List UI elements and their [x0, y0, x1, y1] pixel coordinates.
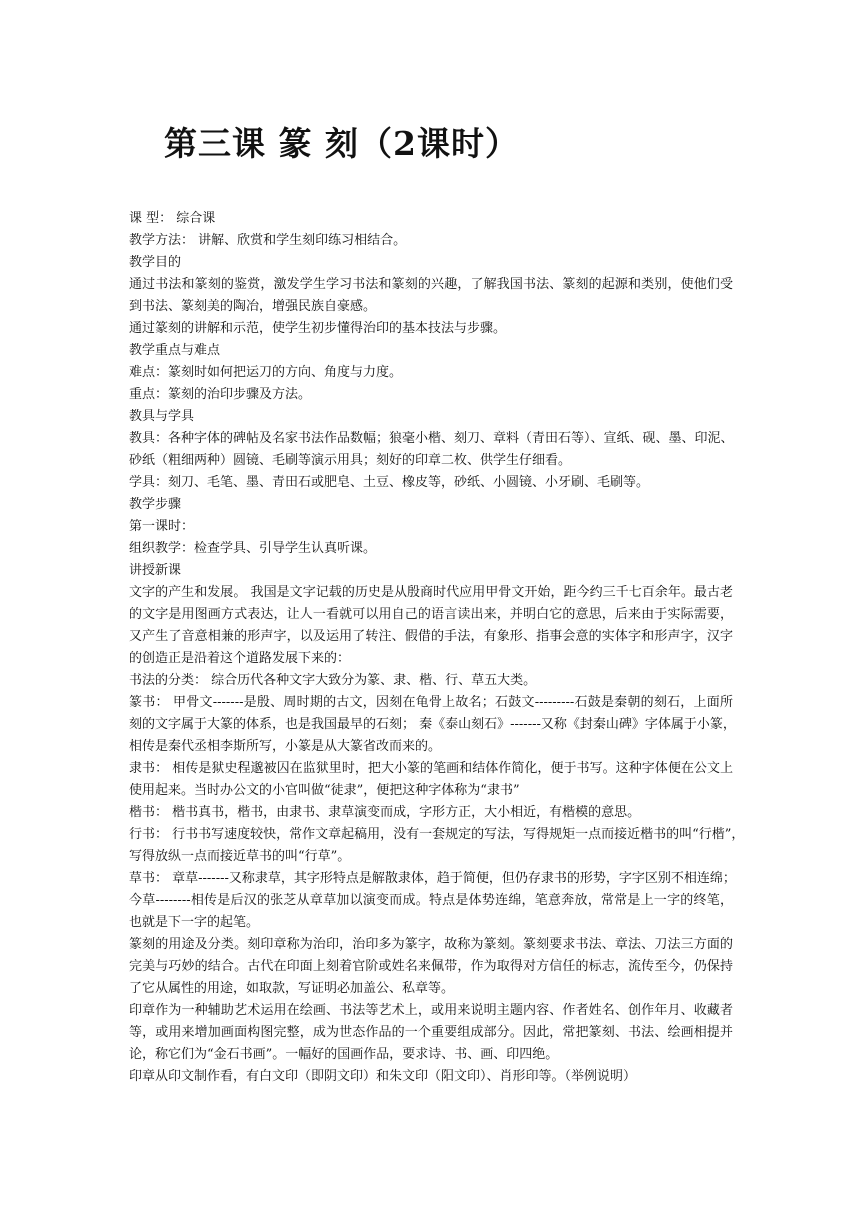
text-line: 也就是下一字的起笔。 [129, 915, 260, 930]
text-line: 文字的产生和发展。 我国是文字记载的历史是从殷商时代应用甲骨文开始，距今约三千七百余年。最古老 [129, 585, 733, 600]
text-line: 的创造正是沿着这个道路发展下来的： [129, 651, 351, 666]
text-line: 第一课时： [129, 519, 195, 534]
text-line: 通过书法和篆刻的鉴赏，激发学生学习书法和篆刻的兴趣，了解我国书法、篆刻的起源和类别，使他们受 [129, 277, 733, 292]
text-line: 通过篆刻的讲解和示范，使学生初步懂得治印的基本技法与步骤。 [129, 321, 507, 336]
text-line: 了它从属性的用途，如取款，写证明必加盖公、私章等。 [129, 981, 455, 996]
text-line: 等，或用来增加画面构图完整，成为世态作品的一个重要组成部分。因此，常把篆刻、书法、绘画相提并 [129, 1025, 733, 1040]
text-line: 学具：刻刀、毛笔、墨、青田石或肥皂、土豆、橡皮等，砂纸、小圆镜、小牙刷、毛刷等。 [129, 475, 650, 490]
text-line: 刻的文字属于大篆的体系，也是我国最早的石刻； 秦《泰山刻石》-------又称《封秦山碑》字体属于小篆， [129, 717, 736, 732]
text-line: 印章作为一种辅助艺术运用在绘画、书法等艺术上，或用来说明主题内容、作者姓名、创作年月、收藏者 [129, 1003, 733, 1018]
text-line: 相传是秦代丞相李斯所写，小篆是从大篆省改而来的。 [129, 739, 442, 754]
text-line: 教学方法： 讲解、欣赏和学生刻印练习相结合。 [129, 233, 407, 248]
text-line: 草书： 章草-------又称隶草，其字形特点是解散隶体，趋于简便，但仍存隶书的形势，字字区别不相连绵； [129, 871, 736, 886]
text-line: 教具与学具 [129, 409, 195, 424]
text-line: 重点：篆刻的治印步骤及方法。 [129, 387, 312, 402]
text-line: 的文字是用图画方式表达，让人一看就可以用自己的语言读出来，并明白它的意思，后来由于实际需要， [129, 607, 733, 622]
document-body [129, 208, 745, 1088]
text-line: 砂纸（粗细两种）圆镜、毛刷等演示用具；刻好的印章二枚、供学生仔细看。 [129, 453, 572, 468]
text-line: 篆刻的用途及分类。刻印章称为治印，治印多为篆字，故称为篆刻。篆刻要求书法、章法、刀法三方面的 [129, 937, 733, 952]
text-line: 教具：各种字体的碑帖及名家书法作品数幅；狼毫小楷、刻刀、章料（青田石等）、宣纸、砚、墨、印泥、 [129, 431, 734, 446]
text-line: 写得放纵一点而接近草书的叫“行草”。 [129, 849, 351, 864]
text-line: 讲授新课 [129, 563, 182, 578]
text-line: 又产生了音意相兼的形声字，以及运用了转注、假借的手法，有象形、指事会意的实体字和形声字，汉字 [129, 629, 733, 644]
text-line: 教学目的 [129, 255, 182, 270]
text-line: 使用起来。当时办公文的小官叫做“徒隶”，便把这种字体称为“隶书” [129, 783, 520, 798]
text-line: 论，称它们为“金石书画”。一幅好的国画作品，要求诗、书、画、印四绝。 [129, 1047, 559, 1062]
text-line: 组织教学：检查学具、引导学生认真听课。 [129, 541, 377, 556]
text-line: 今草--------相传是后汉的张芝从章草加以演变而成。特点是体势连绵，笔意奔放，常常是上一字的终笔， [129, 893, 733, 908]
text-line: 教学重点与难点 [129, 343, 221, 358]
text-line: 篆书： 甲骨文-------是殷、周时期的古文，因刻在龟骨上故名；石鼓文---------石鼓是秦朝的刻石，上面所 [129, 695, 733, 710]
text-line: 教学步骤 [129, 497, 182, 512]
text-line: 行书： 行书书写速度较快，常作文章起稿用，没有一套规定的写法，写得规矩一点而接近楷书的叫“行楷”， [129, 827, 745, 842]
text-line: 到书法、篆刻美的陶冶，增强民族自豪感。 [129, 299, 377, 314]
text-line: 隶书： 相传是狱史程邈被囚在监狱里时，把大小篆的笔画和结体作简化，便于书写。这种字体便在公文上 [129, 761, 733, 776]
text-line: 楷书： 楷书真书，楷书，由隶书、隶草演变而成，字形方正，大小相近，有楷模的意思。 [129, 805, 641, 820]
text-line: 印章从印文制作看，有白文印（即阴文印）和朱文印（阳文印）、肖形印等。（举例说明） [129, 1069, 637, 1084]
text-line: 书法的分类： 综合历代各种文字大致分为篆、隶、楷、行、草五大类。 [129, 673, 537, 688]
text-line: 难点：篆刻时如何把运刀的方向、角度与力度。 [129, 365, 403, 380]
text-line: 完美与巧妙的结合。古代在印面上刻着官阶或姓名来佩带，作为取得对方信任的标志，流传至今，仍保持 [129, 959, 733, 974]
text-line: 课 型： 综合课 [129, 211, 216, 226]
lesson-title: 第三课 篆 刻（2课时） [164, 124, 519, 163]
